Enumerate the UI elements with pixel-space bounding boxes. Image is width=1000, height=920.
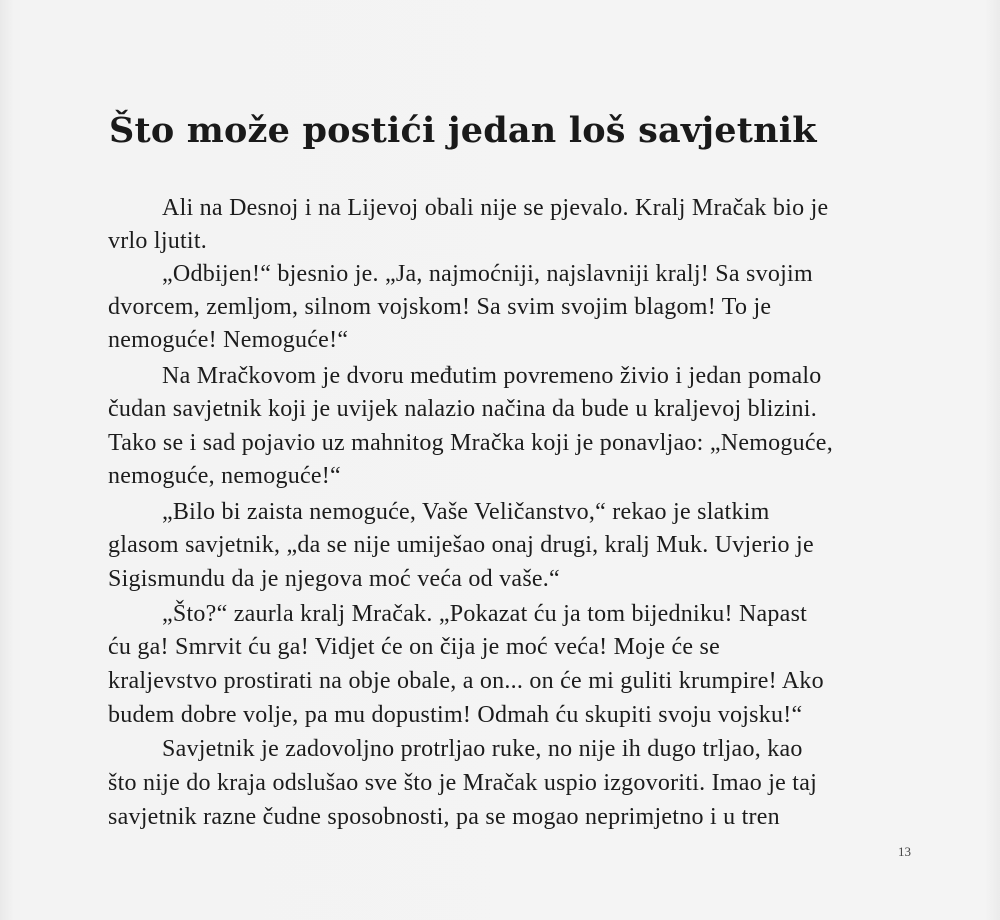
page-number: 13	[898, 844, 911, 859]
text-line: „Što?“ zaurla kralj Mračak. „Pokazat ću ja tom bijedniku! Napast	[162, 601, 808, 627]
text-line: nemoguće, nemoguće!“	[108, 463, 341, 489]
text-line: budem dobre volje, pa mu dopustim! Odmah ću skupiti svoju vojsku!“	[108, 702, 803, 728]
text-line: dvorcem, zemljom, silnom vojskom! Sa svim svojim blagom! To je	[108, 294, 772, 320]
text-line: „Bilo bi zaista nemoguće, Vaše Veličanstvo,“ rekao je slatkim	[162, 499, 770, 525]
text-line: Savjetnik je zadovoljno protrljao ruke, no nije ih dugo trljao, kao	[162, 736, 803, 762]
text-line: čudan savjetnik koji je uvijek nalazio načina da bude u kraljevoj blizini.	[108, 396, 817, 422]
text-line: Tako se i sad pojavio uz mahnitog Mračka koji je ponavljao: „Nemoguće,	[108, 430, 833, 456]
chapter-title: Što može postići jedan loš savjetnik	[109, 110, 817, 151]
text-line: Sigismundu da je njegova moć veća od vaše.“	[108, 566, 560, 592]
text-line: savjetnik razne čudne sposobnosti, pa se mogao neprimjetno i u tren	[108, 804, 780, 830]
text-line: „Odbijen!“ bjesnio je. „Ja, najmoćniji, najslavniji kralj! Sa svojim	[162, 261, 813, 287]
text-line: nemoguće! Nemoguće!“	[108, 327, 349, 353]
text-line: kraljevstvo prostirati na obje obale, a on... on će mi guliti krumpire! Ako	[108, 668, 824, 694]
text-line: vrlo ljutit.	[108, 228, 207, 254]
text-line: Ali na Desnoj i na Lijevoj obali nije se pjevalo. Kralj Mračak bio je	[162, 195, 829, 221]
text-line: Na Mračkovom je dvoru međutim povremeno živio i jedan pomalo	[162, 363, 822, 389]
text-line: što nije do kraja odslušao sve što je Mračak uspio izgovoriti. Imao je taj	[108, 770, 818, 796]
text-line: ću ga! Smrvit ću ga! Vidjet će on čija je moć veća! Moje će se	[108, 634, 721, 660]
text-line: glasom savjetnik, „da se nije umiješao onaj drugi, kralj Muk. Uvjerio je	[108, 532, 814, 558]
